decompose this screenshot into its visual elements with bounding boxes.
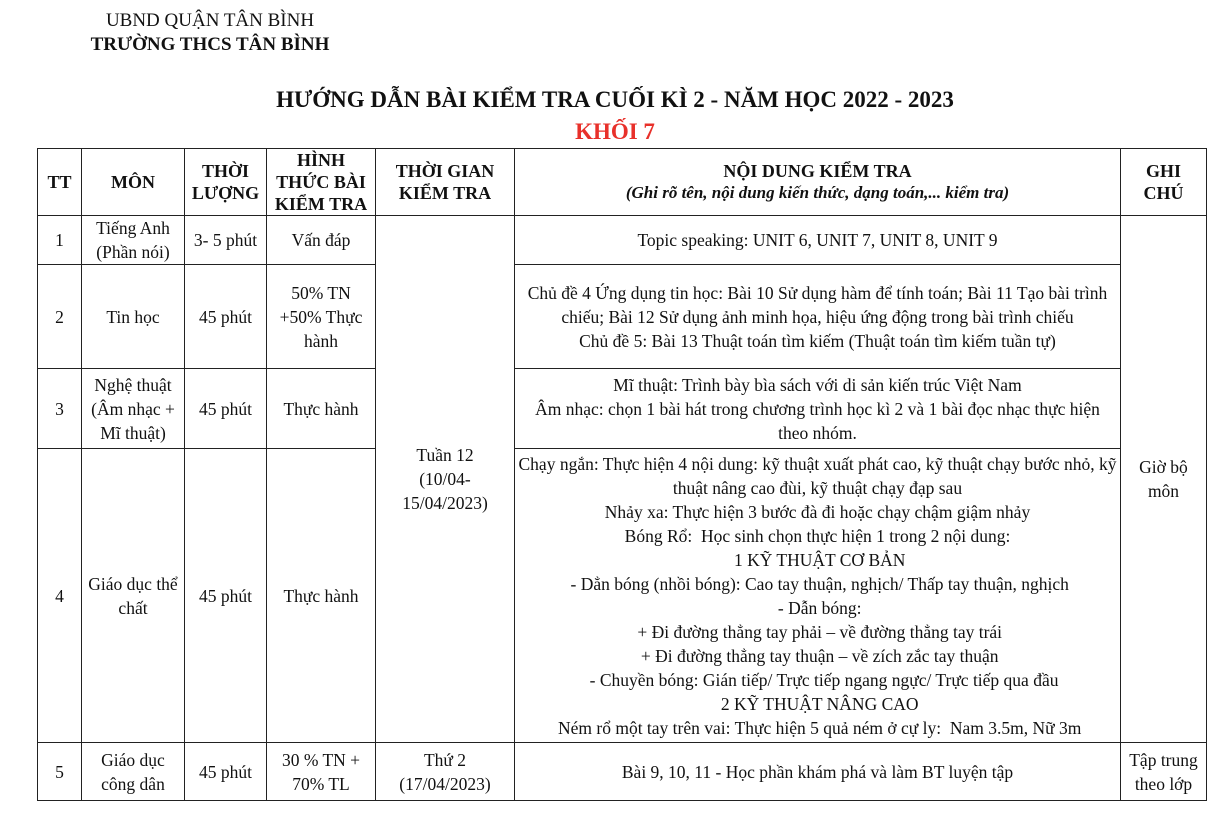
cell-tt: 5 [38,743,82,801]
table-row [38,743,1207,801]
cell-shared-note: Giờ bộ môn [1121,216,1207,743]
cell-tt: 1 [38,216,82,265]
content-line: Topic speaking: UNIT 6, UNIT 7, UNIT 8, UNIT 9 [637,230,998,250]
cell-duration: 45 phút [185,743,267,801]
content-line: 1 KỸ THUẬT CƠ BẢN [729,549,906,570]
col-header-content [515,149,1121,216]
cell-format: Vấn đáp [267,216,376,265]
cell-subject: Giáo dục thể chất [82,449,185,743]
cell-subject: Tin học [82,265,185,369]
cell-tt: 4 [38,449,82,743]
table-row [38,449,1207,743]
content-line: + Đi đường thẳng tay thuận – về zích zắc tay thuận [636,645,999,666]
content-line: Âm nhạc: chọn 1 bài hát trong chương trình học kì 2 và 1 bài đọc nhạc thực hiện theo nhóm. [535,398,1105,443]
cell-format: 50% TN +50% Thực hành [267,265,376,369]
cell-subject: Tiếng Anh (Phần nói) [82,216,185,265]
content-line: Mĩ thuật: Trình bày bìa sách với di sản kiến trúc Việt Nam [613,374,1022,395]
cell-duration: 45 phút [185,449,267,743]
col-header-note: GHI CHÚ [1121,149,1207,216]
cell-shared-time: Tuần 12 (10/04-15/04/2023) [376,216,515,743]
cell-format: 30 % TN + 70% TL [267,743,376,801]
cell-content [515,449,1121,743]
table-row [38,216,1207,265]
col-header-time: THỜI GIAN KIỂM TRA [376,149,515,216]
content-line: Ném rổ một tay trên vai: Thực hiện 5 quả ném ở cự ly: Nam 3.5m, Nữ 3m [553,717,1082,738]
content-line: Chủ đề 5: Bài 13 Thuật toán tìm kiếm (Thuật toán tìm kiếm tuần tự) [579,330,1056,351]
content-line: Chủ đề 4 Ứng dụng tin học: Bài 10 Sử dụng hàm để tính toán; Bài 11 Tạo bài trình chiếu; Bài 12 Sử dụng ảnh minh họa, hiệu ứng động trong bài trình chiếu [527,282,1112,327]
col-header-subject: MÔN [82,149,185,216]
col-header-format: HÌNH THỨC BÀI KIỂM TRA [267,149,376,216]
cell-format: Thực hành [267,369,376,449]
cell-tt: 2 [38,265,82,369]
document-title: HƯỚNG DẪN BÀI KIỂM TRA CUỐI KÌ 2 - NĂM HỌC 2022 - 2023 [276,87,954,112]
content-line: - Dẳn bóng (nhồi bóng): Cao tay thuận, nghịch/ Thấp tay thuận, nghịch [566,573,1069,594]
table-row [38,265,1207,369]
content-line: Bóng Rổ: Học sinh chọn thực hiện 1 trong 2 nội dung: [624,525,1011,546]
cell-content [515,216,1121,265]
cell-tt: 3 [38,369,82,449]
school-name: TRƯỜNG THCS TÂN BÌNH [90,34,330,55]
cell-subject: Giáo dục công dân [82,743,185,801]
content-line: - Chuyền bóng: Gián tiếp/ Trực tiếp ngang ngực/ Trực tiếp qua đầu [576,669,1059,690]
cell-duration: 3- 5 phút [185,216,267,265]
col-header-content-title: NỘI DUNG KIỂM TRA [723,161,912,181]
content-line: Bài 9, 10, 11 - Học phần khám phá và làm BT luyện tập [621,761,1014,782]
grade-heading: KHỐI 7 [575,119,655,144]
col-header-tt: TT [38,149,82,216]
cell-duration: 45 phút [185,369,267,449]
cell-content [515,743,1121,801]
content-line: + Đi đường thẳng tay phải – về đường thẳng tay trái [632,621,1003,642]
col-header-content-subtitle: (Ghi rõ tên, nội dung kiến thức, dạng toán,... kiểm tra) [625,183,1010,202]
cell-time: Thứ 2 (17/04/2023) [376,743,515,801]
org-parent-name: UBND QUẬN TÂN BÌNH [105,10,315,31]
content-line: Nhảy xa: Thực hiện 3 bước đà đi hoặc chạy chậm giậm nhảy [604,501,1031,522]
content-line: - Dẫn bóng: [773,597,862,618]
content-line: Chạy ngắn: Thực hiện 4 nội dung: kỹ thuật xuất phát cao, kỹ thuật chạy bước nhỏ, kỹ thuật nâng cao đùi, kỹ thuật chạy đạp sau [518,453,1121,498]
cell-subject: Nghệ thuật (Âm nhạc + Mĩ thuật) [82,369,185,449]
cell-content [515,265,1121,369]
cell-duration: 45 phút [185,265,267,369]
table-header-row [38,149,1207,216]
cell-content [515,369,1121,449]
content-line: 2 KỸ THUẬT NÂNG CAO [716,693,919,714]
cell-note: Tập trung theo lớp [1121,743,1207,801]
cell-format: Thực hành [267,449,376,743]
col-header-duration: THỜI LƯỢNG [185,149,267,216]
exam-guide-table [37,148,1207,801]
table-row [38,369,1207,449]
